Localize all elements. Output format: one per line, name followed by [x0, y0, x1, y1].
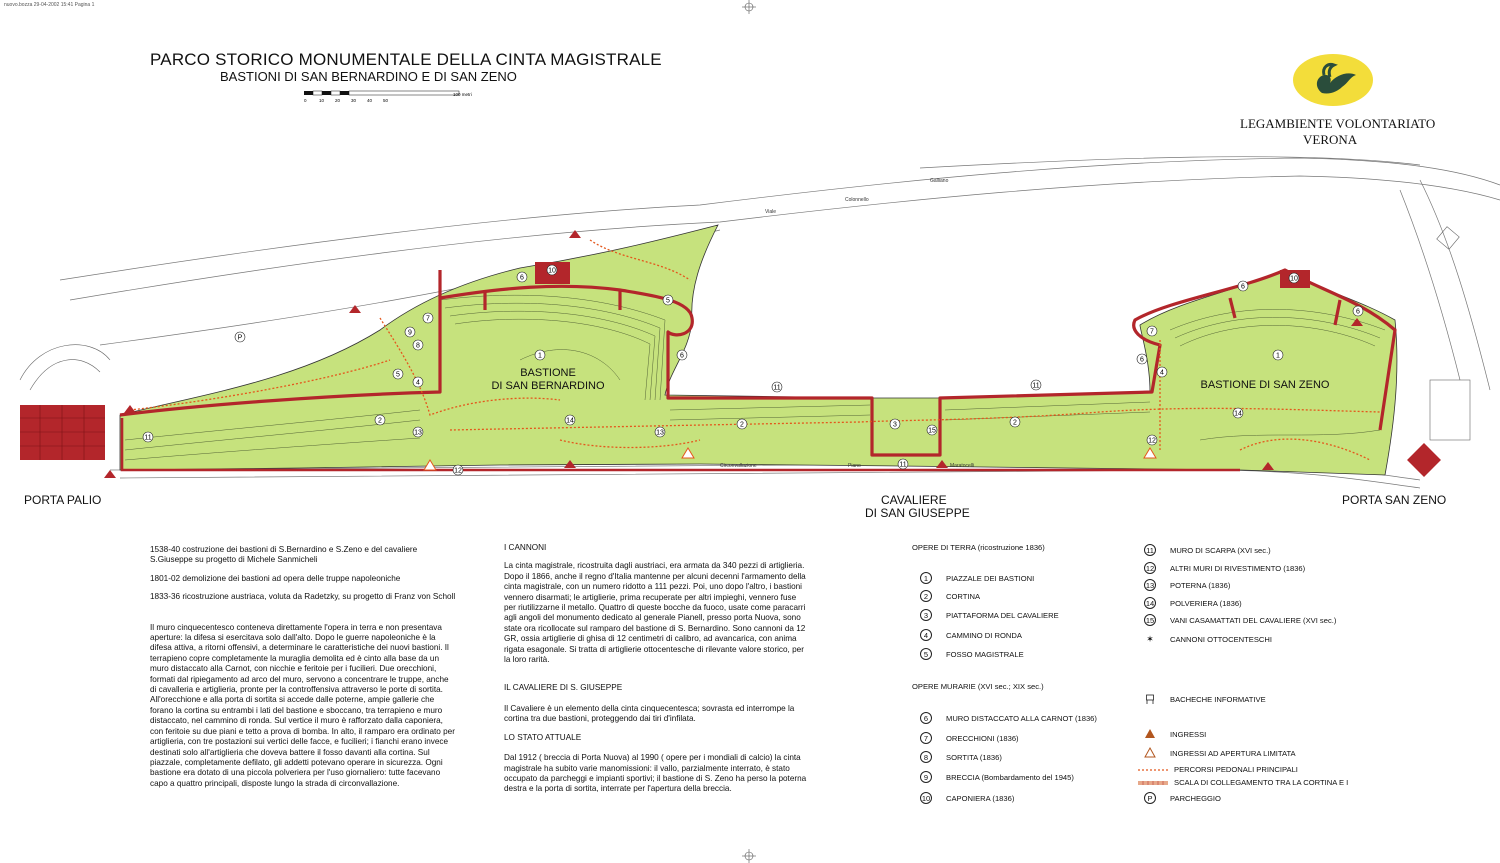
svg-text:5: 5 — [666, 297, 670, 305]
info-board-icon — [1144, 693, 1156, 705]
organization-city: VERONA — [1303, 132, 1358, 147]
svg-text:10: 10 — [548, 267, 556, 275]
section-heading: I CANNONI — [504, 543, 547, 552]
street-label: Piano — [848, 463, 861, 469]
svg-text:12: 12 — [1148, 437, 1156, 445]
scale-tick: 30 — [351, 98, 357, 103]
svg-text:11: 11 — [144, 434, 152, 442]
organization-name: LEGAMBIENTE VOLONTARIATO — [1240, 116, 1436, 131]
svg-text:1: 1 — [538, 352, 542, 360]
legend-item: 13 POTERNA (1836) — [1145, 580, 1231, 590]
cannon-icon: ✶ — [1146, 633, 1154, 644]
svg-text:11: 11 — [1032, 382, 1040, 390]
print-stamp: nuovo.bozza 29-04-2002 15:41 Pagina 1 — [4, 2, 95, 8]
map-subtitle: BASTIONI DI SAN BERNARDINO E DI SAN ZENO — [220, 69, 517, 84]
legend-item: INGRESSI AD APERTURA LIMITATA — [1144, 747, 1296, 759]
svg-text:5: 5 — [396, 371, 400, 379]
svg-text:11: 11 — [899, 461, 907, 469]
svg-text:13: 13 — [414, 429, 422, 437]
cavaliere-label: DI SAN GIUSEPPE — [865, 506, 970, 520]
street-label: Colonnello — [845, 197, 869, 203]
legend-heading: OPERE MURARIE (XVI sec.; XIX sec.) — [912, 682, 1044, 691]
legend-item: ✶ CANNONI OTTOCENTESCHI — [1144, 633, 1272, 645]
porta-san-zeno-label: PORTA SAN ZENO — [1342, 493, 1447, 507]
street-label: Maratocelli — [950, 463, 975, 469]
bastion-san-zeno-label: BASTIONE DI SAN ZENO — [1200, 379, 1330, 391]
svg-text:2: 2 — [740, 421, 744, 429]
street-label: Viale — [765, 209, 777, 215]
svg-text:1: 1 — [1276, 352, 1280, 360]
section-heading: IL CAVALIERE DI S. GIUSEPPE — [504, 683, 623, 693]
svg-text:6: 6 — [1140, 356, 1144, 364]
scale-end-label: 100 metri — [453, 92, 472, 97]
legend-item: 15 VANI CASAMATTATI DEL CAVALIERE (XVI sec.) — [1145, 615, 1337, 625]
svg-text:14: 14 — [566, 417, 574, 425]
svg-text:15: 15 — [928, 427, 936, 435]
legend-item: 6 MURO DISTACCATO ALLA CARNOT (1836) — [920, 712, 1097, 724]
svg-text:6: 6 — [520, 274, 524, 282]
bastion-san-bernardino-label: DI SAN BERNARDINO — [491, 380, 605, 392]
dotted-path-icon — [1138, 767, 1168, 773]
svg-text:2: 2 — [1013, 419, 1017, 427]
svg-text:8: 8 — [416, 342, 420, 350]
history-paragraph: 1833-36 ricostruzione austriaca, voluta da Radetzky, su progetto di Franz von Scholl — [150, 592, 456, 602]
legend-item: 14 POLVERIERA (1836) — [1145, 598, 1242, 608]
history-paragraph: Il muro cinquecentesco conteneva direttamente l'opera in terra e non presentava aperture: la difesa si esercitava solo dall'alto. Dopo le guerre napoleoniche è la difesa attiva, a ritorni offensivi, a determinare le caratteristiche dei nuovi bastioni. Il terrapieno copre completamente la muraglia demolita ed è cinto alla base da un muro distaccato alla Carnot, con nicchie e feritoie per i fucilieri. Due orecchioni, formati dal ripiegamento ad arco del muro, servono a concentrare le truppe, anche di cavalleria e artiglieria, pronte per la controffensiva attraverso le porte di sortita. All'orecchione e alla porta di sortita si accede dalle poterne, ampie gallerie che forano la cortina su entrambi i lati del bastione e sboccano, tra terrapieno e muro distaccato, nel cammino di ronda. Sul vertice il muro è rafforzato dalla caponiera, con feritoie su due piani e tetto a prova di bomba. In alto, il ramparo era ordinato per artiglieria, con tre postazioni sui vertici delle facce, e fucilieri; i fianchi erano invece destinati solo all'artiglieria che doveva battere il fosso davanti alla cortina. Sul piazzale, completamente defilato, gli addetti potevano operare in sicurezza. Ogni bastione era dotato di una piccola polveriera per l'uso giornaliero: tutte facevano capo a quattro principali, disposte lungo la strada di circonvallazione. — [150, 622, 455, 788]
legend-item: 4 CAMMINO DI RONDA — [920, 629, 1022, 641]
legend-item: 12 ALTRI MURI DI RIVESTIMENTO (1836) — [1145, 563, 1306, 573]
legend-item: BACHECHE INFORMATIVE — [1144, 693, 1266, 705]
cavaliere-label: CAVALIERE — [881, 493, 947, 507]
legend-item: 7 ORECCHIONI (1836) — [920, 732, 1019, 744]
svg-text:6: 6 — [680, 352, 684, 360]
street-label: Circonvallazione — [720, 463, 757, 469]
stairs-icon — [1138, 780, 1168, 786]
scale-tick: 40 — [367, 98, 373, 103]
parking-icon: P — [1144, 792, 1156, 804]
parking-symbol: P — [237, 334, 243, 342]
limited-entrance-icon — [1144, 747, 1156, 759]
porta-palio-label: PORTA PALIO — [24, 493, 102, 507]
legend-item: INGRESSI — [1144, 728, 1206, 740]
legend-heading: OPERE DI TERRA (ricostruzione 1836) — [912, 543, 1045, 552]
svg-text:2: 2 — [378, 417, 382, 425]
scale-tick: 50 — [383, 98, 389, 103]
legend-item: 10 CAPONIERA (1836) — [921, 793, 1015, 803]
svg-text:4: 4 — [416, 379, 420, 387]
legend-item: 1 PIAZZALE DEI BASTIONI — [920, 572, 1034, 584]
section-paragraph: La cinta magistrale, ricostruita dagli austriaci, era armata da 340 pezzi di artiglieria. Dopo il 1866, anche il regno d'Italia mantenne per alcuni decenni l'armamento della cinta magistrale, con un numero ridotto a 111 pezzi. Poi, uno dopo l'altro, i bastioni vennero disarmati; le artiglierie, prima recuperate per altri impieghi, vennero fuse per riutilizzarne il metallo. Quattro di queste bocche da fuoco, usate come paracarri agli angoli del monumento dedicato al generale Pianell, presso porta Nuova, sono state ora ricollocate sul ramparo del bastione di S. Bernardino. Sono cannoni da 12 GR, ossia artiglierie di ghisa di 12 centimetri di calibro, ad avancarica, con anima rigata esagonale. Si tratta di artiglierie ottocentesche di rilevante valore storico, per la loro rarità. — [504, 561, 806, 665]
legend-item: 5 FOSSO MAGISTRALE — [920, 648, 1024, 660]
svg-text:6: 6 — [1356, 308, 1360, 316]
section-heading: LO STATO ATTUALE — [504, 732, 582, 742]
scale-tick: 20 — [335, 98, 341, 103]
legend-item: 8 SORTITA (1836) — [920, 751, 1002, 763]
svg-text:3: 3 — [893, 421, 897, 429]
history-paragraph: 1538-40 costruzione dei bastioni di S.Bernardino e S.Zeno e del cavaliere S.Giuseppe su progetto di Michele Sanmicheli — [150, 545, 418, 565]
legend-item: SCALA DI COLLEGAMENTO TRA LA CORTINA E I — [1138, 778, 1348, 787]
entrance-icon — [1144, 728, 1156, 740]
section-paragraph: Il Cavaliere è un elemento della cinta cinquecentesca; sovrasta ed interrompe la cortina tra due bastioni, proteggendo dai tiri d'infilata. — [504, 703, 795, 724]
legend-item: P PARCHEGGIO — [1144, 792, 1221, 804]
history-paragraph: 1801-02 demolizione dei bastioni ad opera delle truppe napoleoniche — [150, 573, 401, 583]
svg-text:14: 14 — [1234, 410, 1242, 418]
bastion-san-bernardino-label: BASTIONE — [520, 367, 576, 379]
svg-text:6: 6 — [1241, 283, 1245, 291]
svg-text:7: 7 — [426, 315, 430, 323]
svg-text:9: 9 — [408, 329, 412, 337]
svg-text:4: 4 — [1160, 369, 1164, 377]
legend-item: 9 BRECCIA (Bombardamento del 1945) — [920, 771, 1074, 783]
map-title: PARCO STORICO MONUMENTALE DELLA CINTA MAGISTRALE — [150, 50, 662, 69]
legend-item: 3 PIATTAFORMA DEL CAVALIERE — [920, 609, 1059, 621]
legend-item: 11 MURO DI SCARPA (XVI sec.) — [1144, 544, 1271, 556]
svg-text:11: 11 — [773, 384, 781, 392]
street-label: Galliano — [930, 178, 949, 184]
scale-tick: 0 — [304, 98, 307, 103]
svg-text:12: 12 — [454, 467, 462, 475]
svg-text:10: 10 — [1290, 275, 1298, 283]
legend-item: PERCORSI PEDONALI PRINCIPALI — [1138, 765, 1298, 774]
legend-item: 2 CORTINA — [920, 590, 980, 602]
section-paragraph: Dal 1912 ( breccia di Porta Nuova) al 1990 ( opere per i mondiali di calcio) la cinta magistrale ha subito varie manomissioni: il vallo, parzialmente interrato, è stato occupato da parcheggi e impianti sportivi; il bastione di S. Zeno ha perso la poterna destra e la porta di sortita, interrate per l'apertura della breccia. — [504, 753, 807, 794]
svg-text:7: 7 — [1150, 328, 1154, 336]
scale-tick: 10 — [319, 98, 325, 103]
svg-text:13: 13 — [656, 429, 664, 437]
